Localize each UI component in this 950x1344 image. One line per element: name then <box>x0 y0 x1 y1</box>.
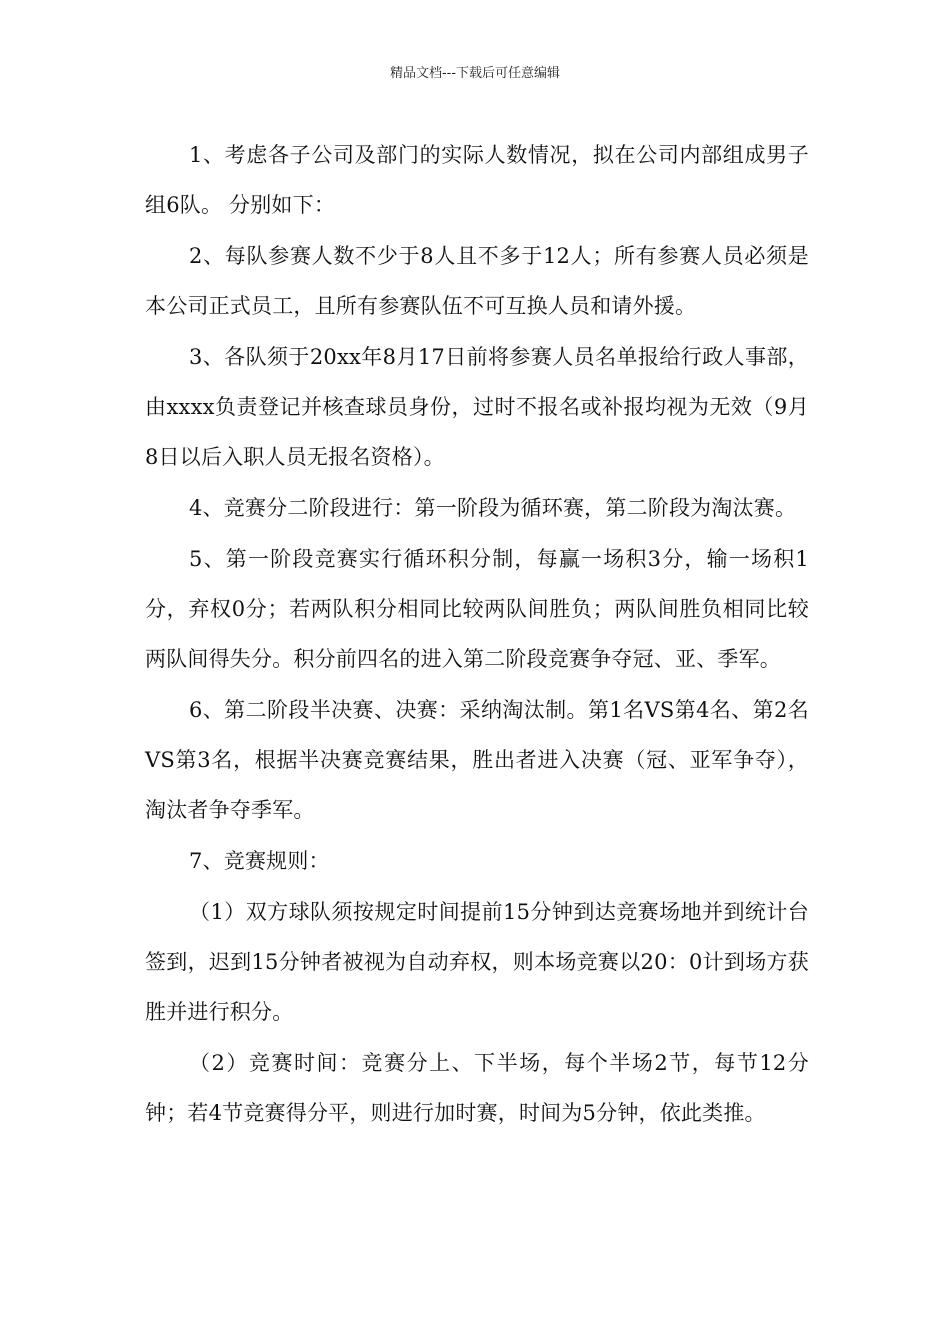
paragraph-2: 2、每队参赛人数不少于8人且不多于12人；所有参赛人员必须是本公司正式员工，且所有参赛队伍不可互换人员和请外援。 <box>145 244 809 318</box>
paragraph-7: 7、竞赛规则： <box>189 849 330 873</box>
paragraph-7-1: （1）双方球队须按规定时间提前15分钟到达竞赛场地并到统计台签到，迟到15分钟者被视为自动弃权，则本场竞赛以20：0计到场方获胜并进行积分。 <box>145 900 809 1024</box>
paragraph-1: 1、考虑各子公司及部门的实际人数情况，拟在公司内部组成男子组6队。 分别如下： <box>145 143 809 217</box>
paragraph-4: 4、竞赛分二阶段进行：第一阶段为循环赛，第二阶段为淘汰赛。 <box>189 496 797 520</box>
paragraph-6: 6、第二阶段半决赛、决赛：采纳淘汰制。第1名VS第4名、第2名VS第3名，根据半决赛竞赛结果，胜出者进入决赛（冠、亚军争夺），淘汰者争夺季军。 <box>145 698 809 822</box>
paragraph-7-2: （2）竞赛时间：竞赛分上、下半场，每个半场2节，每节12分钟；若4节竞赛得分平，则进行加时赛，时间为5分钟，依此类推。 <box>145 1051 809 1125</box>
paragraph-5: 5、第一阶段竞赛实行循环积分制，每赢一场积3分，输一场积1分，弃权0分；若两队积分相同比较两队间胜负；两队间胜负相同比较两队间得失分。积分前四名的进入第二阶段竞赛争夺冠、亚、季军。 <box>145 547 809 671</box>
paragraph-3: 3、各队须于20xx年8月17日前将参赛人员名单报给行政人事部，由xxxx负责登记并核查球员身份，过时不报名或补报均视为无效（9月8日以后入职人员无报名资格）。 <box>145 345 809 469</box>
document-body <box>145 130 809 1139</box>
page-header: 精品文档---下载后可任意编辑 <box>389 66 561 81</box>
